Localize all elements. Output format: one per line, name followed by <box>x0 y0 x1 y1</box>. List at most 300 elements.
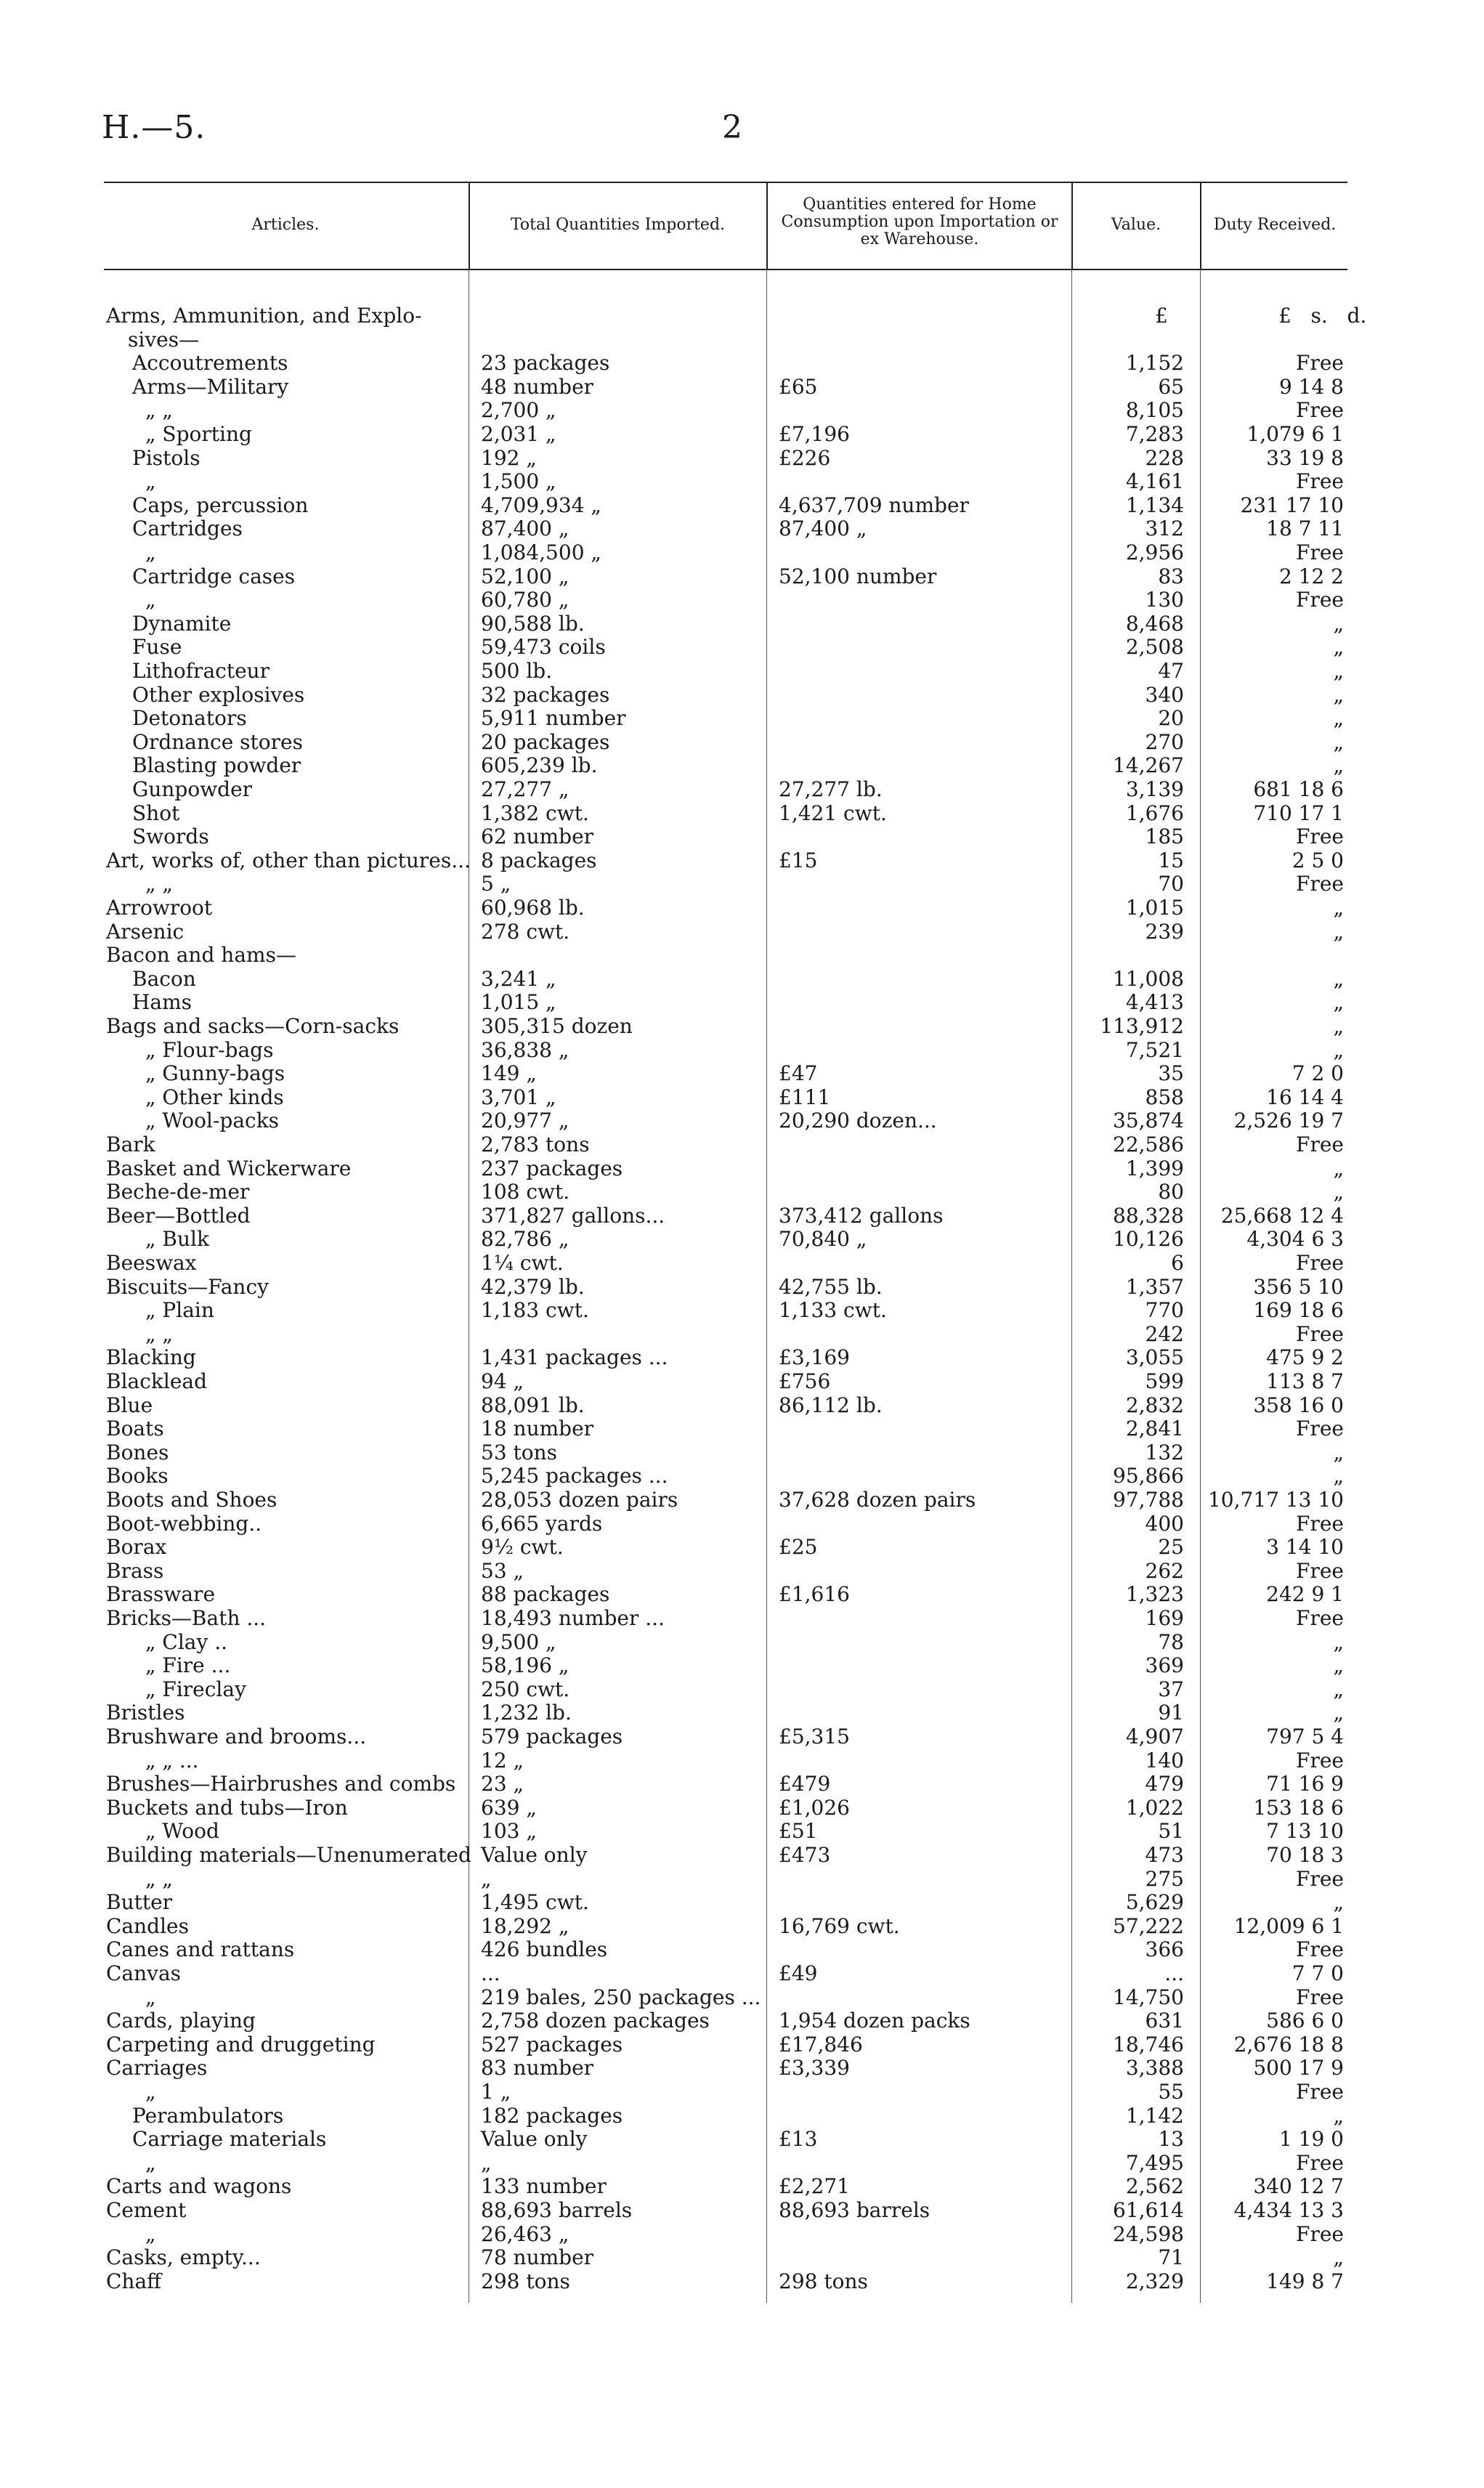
duty-cell: 475 9 2 <box>1266 1345 1344 1369</box>
article-cell: Bacon <box>132 967 196 991</box>
value-cell: 239 <box>1145 920 1184 944</box>
article-cell: Other explosives <box>132 683 305 707</box>
total-quantity-cell: 2,700 „ <box>481 398 556 422</box>
article-cell: Shot <box>132 801 180 825</box>
duty-cell: Free <box>1296 1322 1344 1346</box>
home-consumption-cell: 87,400 „ <box>779 516 867 540</box>
column-divider <box>1200 182 1201 269</box>
article-cell: Lithofracteur <box>132 659 270 683</box>
home-consumption-cell: £5,315 <box>779 1725 850 1749</box>
total-quantity-cell: 90,588 lb. <box>481 612 585 636</box>
total-quantity-cell: 83 number <box>481 2056 594 2080</box>
table-row <box>0 2104 1484 2128</box>
duty-cell: 681 18 6 <box>1253 777 1344 801</box>
article-cell: Brassware <box>106 1582 216 1606</box>
duty-cell: „ <box>1333 967 1344 991</box>
article-cell: „ Plain <box>145 1298 214 1322</box>
total-quantity-cell: 28,053 dozen pairs <box>481 1488 678 1512</box>
article-cell: Fuse <box>132 635 182 659</box>
article-cell: Boot-webbing.. <box>106 1512 262 1536</box>
value-cell: 13 <box>1158 2127 1184 2151</box>
total-quantity-cell: 53 „ <box>481 1559 524 1583</box>
home-consumption-cell: £65 <box>779 375 818 399</box>
total-quantity-cell: 371,827 gallons... <box>481 1204 665 1228</box>
duty-cell: 9 14 8 <box>1278 375 1344 399</box>
total-quantity-cell: 12 „ <box>481 1749 524 1772</box>
value-cell: 37 <box>1158 1677 1184 1701</box>
duty-cell: 4,304 6 3 <box>1246 1227 1344 1251</box>
article-cell: Bones <box>106 1440 169 1464</box>
total-quantity-cell: 149 „ <box>481 1061 537 1085</box>
article-cell: Blasting powder <box>132 753 301 777</box>
table-row <box>0 1749 1484 1772</box>
value-cell: 95,866 <box>1113 1464 1184 1488</box>
table-row <box>0 304 1484 328</box>
table-row <box>0 1725 1484 1749</box>
total-quantity-cell: „ <box>481 2151 492 2175</box>
total-quantity-cell: 6,665 yards <box>481 1512 603 1536</box>
table-row <box>0 1180 1484 1204</box>
table-row <box>0 1251 1484 1275</box>
total-quantity-cell: 42,379 lb. <box>481 1275 585 1299</box>
duty-cell: „ <box>1333 612 1344 636</box>
table-row <box>0 753 1484 777</box>
table-row <box>0 1582 1484 1606</box>
total-quantity-cell: 1¼ cwt. <box>481 1251 564 1275</box>
duty-cell: Free <box>1296 588 1344 612</box>
value-cell: 2,329 <box>1125 2269 1184 2293</box>
col-value-header: Value. <box>1111 216 1161 234</box>
table-row <box>0 612 1484 636</box>
value-cell: 1,134 <box>1125 493 1184 517</box>
total-quantity-cell: 60,780 „ <box>481 588 569 612</box>
value-cell: 3,388 <box>1125 2056 1184 2080</box>
article-cell: Cartridge cases <box>132 564 296 588</box>
duty-cell: „ <box>1333 1156 1344 1180</box>
table-row <box>0 706 1484 730</box>
total-quantity-cell: 527 packages <box>481 2033 623 2057</box>
table-row <box>0 422 1484 446</box>
table-row <box>0 2151 1484 2175</box>
total-quantity-cell: 18 number <box>481 1417 594 1440</box>
article-cell: Pistols <box>132 446 200 470</box>
article-cell: „ Fire ... <box>145 1653 231 1677</box>
article-cell: „ „ <box>145 398 173 422</box>
total-quantity-cell: 18,493 number ... <box>481 1606 665 1630</box>
duty-cell: „ <box>1333 1440 1344 1464</box>
home-consumption-cell: 70,840 „ <box>779 1227 867 1251</box>
home-consumption-cell: £51 <box>779 1819 818 1843</box>
duty-cell: Free <box>1296 398 1344 422</box>
home-consumption-cell: £226 <box>779 446 831 470</box>
duty-cell: 2 12 2 <box>1278 564 1344 588</box>
home-consumption-cell: 4,637,709 number <box>779 493 969 517</box>
value-cell: 1,323 <box>1125 1582 1184 1606</box>
home-consumption-cell: 86,112 lb. <box>779 1393 883 1417</box>
duty-cell: Free <box>1296 1251 1344 1275</box>
home-consumption-cell: 20,290 dozen... <box>779 1109 937 1132</box>
table-row <box>0 564 1484 588</box>
total-quantity-cell: 298 tons <box>481 2269 570 2293</box>
duty-cell: 70 18 3 <box>1266 1843 1344 1867</box>
table-row <box>0 516 1484 540</box>
home-consumption-cell: £3,339 <box>779 2056 850 2080</box>
duty-cell: Free <box>1296 2222 1344 2246</box>
total-quantity-cell: 3,241 „ <box>481 967 556 991</box>
duty-cell: 710 17 1 <box>1253 801 1344 825</box>
table-row <box>0 1819 1484 1843</box>
duty-cell: „ <box>1333 730 1344 754</box>
value-cell: 7,521 <box>1125 1038 1184 1062</box>
article-cell: „ <box>145 588 156 612</box>
article-cell: Brushes—Hairbrushes and combs <box>106 1772 456 1796</box>
total-quantity-cell: 3,701 „ <box>481 1085 556 1109</box>
value-cell: 2,956 <box>1125 540 1184 564</box>
total-quantity-cell: 219 bales, 250 packages ... <box>481 1985 761 2009</box>
total-quantity-cell: 426 bundles <box>481 1937 608 1961</box>
duty-cell: „ <box>1333 706 1344 730</box>
value-cell: 262 <box>1145 1559 1184 1583</box>
table-row <box>0 328 1484 352</box>
value-cell: 8,468 <box>1125 612 1184 636</box>
duty-cell: „ <box>1333 1014 1344 1038</box>
article-cell: Building materials—Unenumerated <box>106 1843 471 1867</box>
article-cell: Candles <box>106 1914 189 1938</box>
value-cell: 275 <box>1145 1867 1184 1891</box>
total-quantity-cell: 305,315 dozen <box>481 1014 633 1038</box>
value-cell: 479 <box>1145 1772 1184 1796</box>
total-quantity-cell: 2,783 tons <box>481 1132 590 1156</box>
home-consumption-cell: £25 <box>779 1535 818 1559</box>
article-cell: „ „ <box>145 1322 173 1346</box>
home-consumption-cell: 52,100 number <box>779 564 937 588</box>
value-cell: 185 <box>1145 824 1184 848</box>
table-row <box>0 1393 1484 1417</box>
col-home-header: Quantities entered for Home Consumption upon Importation or ex Warehouse. <box>781 195 1058 248</box>
table-row <box>0 896 1484 920</box>
total-quantity-cell: 133 number <box>481 2174 607 2198</box>
article-cell: Bacon and hams— <box>106 943 296 967</box>
total-quantity-cell: 88,693 barrels <box>481 2198 633 2222</box>
table-row <box>0 2198 1484 2222</box>
total-quantity-cell: 1,183 cwt. <box>481 1298 589 1322</box>
total-quantity-cell: 1,382 cwt. <box>481 801 589 825</box>
table-row <box>0 1322 1484 1346</box>
duty-cell: „ <box>1333 920 1344 944</box>
table-row <box>0 1606 1484 1630</box>
value-cell: 1,142 <box>1125 2104 1184 2128</box>
document-reference: H.—5. <box>102 109 206 146</box>
total-quantity-cell: 48 number <box>481 375 594 399</box>
duty-cell: Free <box>1296 351 1344 375</box>
value-cell: 228 <box>1145 446 1184 470</box>
article-cell: Books <box>106 1464 169 1488</box>
total-quantity-cell: 9½ cwt. <box>481 1535 564 1559</box>
table-row <box>0 1298 1484 1322</box>
table-row <box>0 1630 1484 1654</box>
article-cell: Bricks—Bath ... <box>106 1606 267 1630</box>
value-cell: 400 <box>1145 1512 1184 1536</box>
table-row <box>0 1961 1484 1985</box>
table-row <box>0 588 1484 612</box>
table-row <box>0 2033 1484 2057</box>
total-quantity-cell: 88,091 lb. <box>481 1393 585 1417</box>
article-cell: Butter <box>106 1890 173 1914</box>
article-cell: „ „ ... <box>145 1749 199 1772</box>
duty-cell: Free <box>1296 2080 1344 2104</box>
value-cell: 20 <box>1158 706 1184 730</box>
total-quantity-cell: 1,015 „ <box>481 990 556 1014</box>
duty-cell: Free <box>1296 2151 1344 2175</box>
total-quantity-cell: 4,709,934 „ <box>481 493 601 517</box>
total-quantity-cell: 5,245 packages ... <box>481 1464 668 1488</box>
value-cell: 4,907 <box>1125 1725 1184 1749</box>
total-quantity-cell: 52,100 „ <box>481 564 569 588</box>
total-quantity-cell: 1,500 „ <box>481 469 556 493</box>
table-row <box>0 1914 1484 1938</box>
duty-cell: „ <box>1333 1630 1344 1654</box>
table-row <box>0 1417 1484 1440</box>
home-consumption-cell: £2,271 <box>779 2174 850 2198</box>
article-cell: Accoutrements <box>132 351 288 375</box>
home-consumption-cell: 27,277 lb. <box>779 777 883 801</box>
home-consumption-cell: £473 <box>779 1843 831 1867</box>
table-row <box>0 375 1484 399</box>
home-consumption-cell: 88,693 barrels <box>779 2198 930 2222</box>
home-consumption-cell: 1,421 cwt. <box>779 801 887 825</box>
total-quantity-cell: 53 tons <box>481 1440 558 1464</box>
total-quantity-cell: 2,758 dozen packages <box>481 2009 710 2033</box>
article-cell: „ <box>145 1985 156 2009</box>
table-row <box>0 1440 1484 1464</box>
table-row <box>0 1275 1484 1299</box>
value-cell: 3,055 <box>1125 1345 1184 1369</box>
article-cell: „ <box>145 2222 156 2246</box>
value-cell: 4,413 <box>1125 990 1184 1014</box>
article-cell: Carriages <box>106 2056 208 2080</box>
value-cell: 599 <box>1145 1369 1184 1393</box>
total-quantity-cell: 20,977 „ <box>481 1109 569 1132</box>
duty-cell: Free <box>1296 1606 1344 1630</box>
table-row <box>0 1867 1484 1891</box>
value-cell: 91 <box>1158 1701 1184 1725</box>
article-cell: Caps, percussion <box>132 493 309 517</box>
duty-cell: 149 8 7 <box>1266 2269 1344 2293</box>
value-cell: 7,495 <box>1125 2151 1184 2175</box>
total-quantity-cell: 5,911 number <box>481 706 626 730</box>
value-cell: 3,139 <box>1125 777 1184 801</box>
duty-cell: 25,668 12 4 <box>1220 1204 1344 1228</box>
article-cell: „ Gunny-bags <box>145 1061 285 1085</box>
value-cell: 71 <box>1158 2245 1184 2269</box>
table-row <box>0 2080 1484 2104</box>
table-row <box>0 990 1484 1014</box>
total-quantity-cell: 82,786 „ <box>481 1227 569 1251</box>
value-cell: 14,750 <box>1113 1985 1184 2009</box>
value-cell: 113,912 <box>1100 1014 1184 1038</box>
home-consumption-cell: £15 <box>779 848 818 872</box>
value-cell: 14,267 <box>1113 753 1184 777</box>
value-cell: 8,105 <box>1125 398 1184 422</box>
article-cell: „ Clay .. <box>145 1630 227 1654</box>
article-cell: Canvas <box>106 1961 182 1985</box>
home-consumption-cell: 373,412 gallons <box>779 1204 944 1228</box>
article-cell: Gunpowder <box>132 777 253 801</box>
home-consumption-cell: £7,196 <box>779 422 850 446</box>
value-cell: 858 <box>1145 1085 1184 1109</box>
duty-cell: „ <box>1333 683 1344 707</box>
article-cell: „ <box>145 540 156 564</box>
table-row <box>0 967 1484 991</box>
value-cell: 366 <box>1145 1937 1184 1961</box>
duty-unit: £ s. d. <box>1278 304 1367 328</box>
home-consumption-cell: 1,954 dozen packs <box>779 2009 970 2033</box>
value-cell: 1,022 <box>1125 1796 1184 1820</box>
duty-cell: 231 17 10 <box>1240 493 1344 517</box>
duty-cell: „ <box>1333 1653 1344 1677</box>
article-cell: Dynamite <box>132 612 232 636</box>
duty-cell: 7 2 0 <box>1292 1061 1344 1085</box>
duty-cell: Free <box>1296 1867 1344 1891</box>
total-quantity-cell: 8 packages <box>481 848 597 872</box>
value-cell: 369 <box>1145 1653 1184 1677</box>
table-row <box>0 2245 1484 2269</box>
total-quantity-cell: ... <box>481 1961 500 1985</box>
total-quantity-cell: 1,232 lb. <box>481 1701 572 1725</box>
home-consumption-cell: 37,628 dozen pairs <box>779 1488 976 1512</box>
duty-cell: „ <box>1333 990 1344 1014</box>
value-cell: 5,629 <box>1125 1890 1184 1914</box>
table-row <box>0 943 1484 967</box>
duty-cell: „ <box>1333 753 1344 777</box>
article-cell: Carpeting and druggeting <box>106 2033 376 2057</box>
duty-cell: Free <box>1296 1132 1344 1156</box>
article-cell: Cement <box>106 2198 187 2222</box>
duty-cell: 358 16 0 <box>1253 1393 1344 1417</box>
total-quantity-cell: 23 packages <box>481 351 610 375</box>
table-row <box>0 1535 1484 1559</box>
value-cell: 78 <box>1158 1630 1184 1654</box>
total-quantity-cell: 62 number <box>481 824 594 848</box>
header-rule <box>104 269 1347 270</box>
table-row <box>0 1559 1484 1583</box>
table-row <box>0 540 1484 564</box>
home-consumption-cell: £49 <box>779 1961 818 1985</box>
duty-cell: „ <box>1333 635 1344 659</box>
duty-cell: 242 9 1 <box>1266 1582 1344 1606</box>
home-consumption-cell: £479 <box>779 1772 831 1796</box>
duty-cell: „ <box>1333 2104 1344 2128</box>
table-row <box>0 2269 1484 2293</box>
total-quantity-cell: 23 „ <box>481 1772 524 1796</box>
value-cell: 340 <box>1145 683 1184 707</box>
duty-cell: 2,676 18 8 <box>1233 2033 1344 2057</box>
table-row <box>0 1772 1484 1796</box>
article-cell: Bark <box>106 1132 155 1156</box>
total-quantity-cell: 1,431 packages ... <box>481 1345 668 1369</box>
article-cell: „ <box>145 2151 156 2175</box>
duty-cell: Free <box>1296 1985 1344 2009</box>
duty-cell: „ <box>1333 1677 1344 1701</box>
table-row <box>0 1132 1484 1156</box>
article-cell: „ Sporting <box>145 422 252 446</box>
value-cell: 242 <box>1145 1322 1184 1346</box>
total-quantity-cell: 60,968 lb. <box>481 896 585 920</box>
value-cell: 47 <box>1158 659 1184 683</box>
total-quantity-cell: 5 „ <box>481 872 511 896</box>
total-quantity-cell: 605,239 lb. <box>481 753 598 777</box>
table-row <box>0 848 1484 872</box>
duty-cell: 340 12 7 <box>1253 2174 1344 2198</box>
total-quantity-cell: 18,292 „ <box>481 1914 569 1938</box>
value-cell: 1,399 <box>1125 1156 1184 1180</box>
duty-cell: 356 5 10 <box>1253 1275 1344 1299</box>
duty-cell: Free <box>1296 1749 1344 1772</box>
article-cell: „ „ <box>145 1867 173 1891</box>
article-cell: Arms—Military <box>132 375 289 399</box>
value-cell: 130 <box>1145 588 1184 612</box>
table-row <box>0 801 1484 825</box>
table-row <box>0 1512 1484 1536</box>
table-row <box>0 1937 1484 1961</box>
column-divider <box>766 182 768 269</box>
total-quantity-cell: 1,495 cwt. <box>481 1890 589 1914</box>
column-divider <box>469 182 470 269</box>
duty-cell: Free <box>1296 1937 1344 1961</box>
value-cell: 24,598 <box>1113 2222 1184 2246</box>
total-quantity-cell: 58,196 „ <box>481 1653 569 1677</box>
article-cell: „ Bulk <box>145 1227 209 1251</box>
home-consumption-cell: 42,755 lb. <box>779 1275 883 1299</box>
table-row <box>0 1843 1484 1867</box>
article-cell: Beer—Bottled <box>106 1204 251 1228</box>
total-quantity-cell: 27,277 „ <box>481 777 569 801</box>
duty-cell: 1,079 6 1 <box>1246 422 1344 446</box>
value-cell: 631 <box>1145 2009 1184 2033</box>
duty-cell: 12,009 6 1 <box>1233 1914 1344 1938</box>
total-quantity-cell: 36,838 „ <box>481 1038 569 1062</box>
table-row <box>0 2127 1484 2151</box>
article-cell: Carts and wagons <box>106 2174 292 2198</box>
article-cell: Arsenic <box>106 920 185 944</box>
total-quantity-cell: 500 lb. <box>481 659 553 683</box>
total-quantity-cell: 108 cwt. <box>481 1180 570 1204</box>
table-row <box>0 1701 1484 1725</box>
total-quantity-cell: Value only <box>481 1843 588 1867</box>
value-cell: 140 <box>1145 1749 1184 1772</box>
total-quantity-cell: 182 packages <box>481 2104 623 2128</box>
value-cell: 1,015 <box>1125 896 1184 920</box>
table-row <box>0 1369 1484 1393</box>
article-cell: „ Fireclay <box>145 1677 246 1701</box>
table-row <box>0 824 1484 848</box>
duty-cell: 4,434 13 3 <box>1233 2198 1344 2222</box>
article-cell: Swords <box>132 824 209 848</box>
table-row <box>0 398 1484 422</box>
value-cell: 57,222 <box>1113 1914 1184 1938</box>
article-cell: „ <box>145 469 156 493</box>
duty-cell: 113 8 7 <box>1266 1369 1344 1393</box>
column-divider <box>1071 182 1073 269</box>
table-row <box>0 1464 1484 1488</box>
table-row <box>0 2222 1484 2246</box>
duty-cell: „ <box>1333 1890 1344 1914</box>
table-row <box>0 1796 1484 1820</box>
article-cell: Casks, empty... <box>106 2245 261 2269</box>
home-consumption-cell: £17,846 <box>779 2033 863 2057</box>
duty-cell: Free <box>1296 469 1344 493</box>
article-cell: Canes and rattans <box>106 1937 295 1961</box>
